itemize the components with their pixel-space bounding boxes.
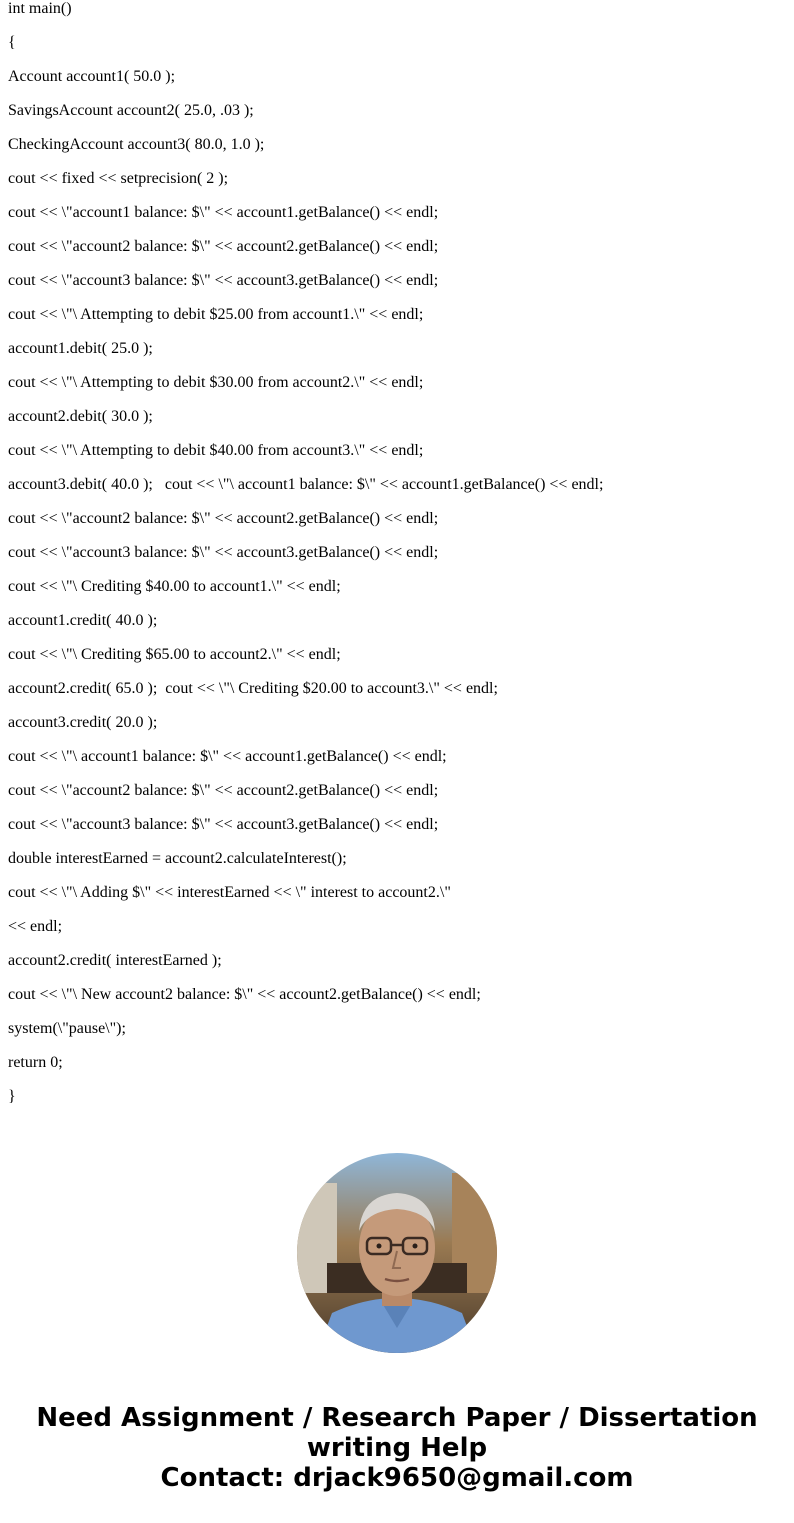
- code-line: cout << \"account3 balance: $\" << account3.getBalance() << endl;: [8, 544, 439, 561]
- code-line: double interestEarned = account2.calculateInterest();: [8, 850, 347, 867]
- code-line: Account account1( 50.0 );: [8, 68, 176, 85]
- code-line: cout << \"\ Crediting $65.00 to account2.\" << endl;: [8, 646, 341, 663]
- code-listing: [8, 0, 788, 1122]
- contact-footer: [0, 1403, 794, 1493]
- code-line: }: [8, 1088, 16, 1105]
- code-line: account2.credit( 65.0 ); cout << \"\ Crediting $20.00 to account3.\" << endl;: [8, 680, 498, 697]
- code-line: account1.credit( 40.0 );: [8, 612, 158, 629]
- code-line: << endl;: [8, 918, 63, 935]
- code-line: cout << \"account3 balance: $\" << account3.getBalance() << endl;: [8, 272, 439, 289]
- code-line: cout << \"\ Crediting $40.00 to account1.\" << endl;: [8, 578, 341, 595]
- code-line: account3.credit( 20.0 );: [8, 714, 158, 731]
- code-line: cout << \"\ account1 balance: $\" << account1.getBalance() << endl;: [8, 748, 447, 765]
- code-line: system(\"pause\");: [8, 1020, 126, 1037]
- code-line: CheckingAccount account3( 80.0, 1.0 );: [8, 136, 265, 153]
- code-line: account2.debit( 30.0 );: [8, 408, 153, 425]
- avatar-portrait: [297, 1153, 497, 1353]
- code-line: return 0;: [8, 1054, 63, 1071]
- code-line: cout << \"\ Attempting to debit $25.00 from account1.\" << endl;: [8, 306, 424, 323]
- footer-contact-email: Contact: drjack9650@gmail.com: [160, 1463, 634, 1493]
- code-line: cout << \"account2 balance: $\" << account2.getBalance() << endl;: [8, 510, 439, 527]
- code-line: cout << \"account1 balance: $\" << account1.getBalance() << endl;: [8, 204, 439, 221]
- footer-promo-text: Need Assignment / Research Paper / Dissertation writing Help: [36, 1403, 758, 1463]
- code-line: cout << \"account2 balance: $\" << account2.getBalance() << endl;: [8, 782, 439, 799]
- code-line: cout << \"\ New account2 balance: $\" << account2.getBalance() << endl;: [8, 986, 481, 1003]
- code-line: cout << \"account2 balance: $\" << account2.getBalance() << endl;: [8, 238, 439, 255]
- code-line: SavingsAccount account2( 25.0, .03 );: [8, 102, 254, 119]
- author-avatar: [297, 1153, 497, 1353]
- code-line: cout << \"\ Attempting to debit $40.00 from account3.\" << endl;: [8, 442, 424, 459]
- code-line: cout << \"\ Attempting to debit $30.00 from account2.\" << endl;: [8, 374, 424, 391]
- code-line: account3.debit( 40.0 ); cout << \"\ account1 balance: $\" << account1.getBalance() << endl;: [8, 476, 604, 493]
- code-line: account2.credit( interestEarned );: [8, 952, 222, 969]
- code-line: int main(): [8, 0, 72, 17]
- code-line: cout << \"account3 balance: $\" << account3.getBalance() << endl;: [8, 816, 439, 833]
- code-line: {: [8, 34, 16, 51]
- code-line: cout << \"\ Adding $\" << interestEarned << \" interest to account2.\": [8, 884, 451, 901]
- code-line: cout << fixed << setprecision( 2 );: [8, 170, 229, 187]
- code-line: account1.debit( 25.0 );: [8, 340, 153, 357]
